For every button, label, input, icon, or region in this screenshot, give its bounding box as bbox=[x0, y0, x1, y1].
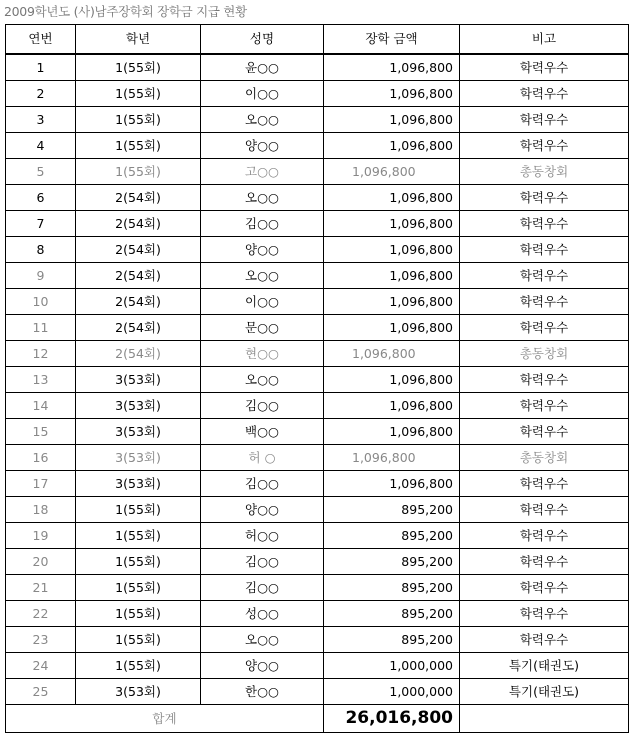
row-number: 20 bbox=[6, 549, 76, 575]
row-note: 학력우수 bbox=[460, 523, 629, 549]
row-amount: 1,096,800 bbox=[324, 263, 460, 289]
table-body bbox=[6, 54, 629, 705]
row-number: 22 bbox=[6, 601, 76, 627]
row-note: 학력우수 bbox=[460, 237, 629, 263]
row-name: 양○○ bbox=[201, 497, 324, 523]
row-number: 7 bbox=[6, 211, 76, 237]
row-amount: 895,200 bbox=[324, 497, 460, 523]
row-name: 김○○ bbox=[201, 549, 324, 575]
row-grade: 3(53회) bbox=[76, 393, 201, 419]
row-number: 12 bbox=[6, 341, 76, 367]
header-grade: 학년 bbox=[76, 25, 201, 55]
row-note: 특기(태권도) bbox=[460, 653, 629, 679]
row-number: 18 bbox=[6, 497, 76, 523]
table-row bbox=[6, 263, 629, 289]
table-row bbox=[6, 601, 629, 627]
row-note: 특기(태권도) bbox=[460, 679, 629, 705]
row-name: 허 ○ bbox=[201, 445, 324, 471]
row-note: 학력우수 bbox=[460, 289, 629, 315]
row-name: 고○○ bbox=[201, 159, 324, 185]
table-row bbox=[6, 289, 629, 315]
row-grade: 1(55회) bbox=[76, 133, 201, 159]
row-number: 21 bbox=[6, 575, 76, 601]
table-row bbox=[6, 107, 629, 133]
row-amount: 1,096,800 bbox=[324, 211, 460, 237]
table-row bbox=[6, 653, 629, 679]
row-note: 학력우수 bbox=[460, 211, 629, 237]
row-number: 25 bbox=[6, 679, 76, 705]
table-row bbox=[6, 679, 629, 705]
row-name: 한○○ bbox=[201, 679, 324, 705]
row-note: 학력우수 bbox=[460, 627, 629, 653]
row-note: 학력우수 bbox=[460, 107, 629, 133]
row-grade: 1(55회) bbox=[76, 549, 201, 575]
row-amount: 895,200 bbox=[324, 601, 460, 627]
row-name: 양○○ bbox=[201, 133, 324, 159]
row-name: 윤○○ bbox=[201, 54, 324, 81]
row-grade: 3(53회) bbox=[76, 679, 201, 705]
row-number: 10 bbox=[6, 289, 76, 315]
total-amount: 26,016,800 bbox=[324, 705, 460, 733]
table-row bbox=[6, 159, 629, 185]
table-row bbox=[6, 81, 629, 107]
table-row bbox=[6, 575, 629, 601]
table-row bbox=[6, 471, 629, 497]
row-grade: 3(53회) bbox=[76, 471, 201, 497]
row-note: 학력우수 bbox=[460, 575, 629, 601]
header-amount: 장학 금액 bbox=[324, 25, 460, 55]
total-note bbox=[460, 705, 629, 733]
row-amount: 1,096,800 bbox=[324, 341, 460, 367]
row-name: 양○○ bbox=[201, 653, 324, 679]
row-name: 오○○ bbox=[201, 627, 324, 653]
header-number: 연번 bbox=[6, 25, 76, 55]
row-number: 16 bbox=[6, 445, 76, 471]
row-amount: 1,096,800 bbox=[324, 159, 460, 185]
row-grade: 3(53회) bbox=[76, 367, 201, 393]
row-amount: 1,096,800 bbox=[324, 107, 460, 133]
row-name: 김○○ bbox=[201, 393, 324, 419]
row-note: 학력우수 bbox=[460, 185, 629, 211]
row-number: 3 bbox=[6, 107, 76, 133]
row-grade: 2(54회) bbox=[76, 289, 201, 315]
row-amount: 1,096,800 bbox=[324, 237, 460, 263]
row-note: 학력우수 bbox=[460, 393, 629, 419]
row-grade: 3(53회) bbox=[76, 445, 201, 471]
row-grade: 1(55회) bbox=[76, 523, 201, 549]
row-number: 17 bbox=[6, 471, 76, 497]
row-note: 학력우수 bbox=[460, 367, 629, 393]
row-name: 허○○ bbox=[201, 523, 324, 549]
row-note: 학력우수 bbox=[460, 81, 629, 107]
row-name: 김○○ bbox=[201, 471, 324, 497]
row-grade: 2(54회) bbox=[76, 237, 201, 263]
row-name: 양○○ bbox=[201, 237, 324, 263]
row-grade: 1(55회) bbox=[76, 107, 201, 133]
row-grade: 2(54회) bbox=[76, 341, 201, 367]
scholarship-table bbox=[5, 24, 629, 733]
row-grade: 2(54회) bbox=[76, 211, 201, 237]
row-name: 오○○ bbox=[201, 367, 324, 393]
row-grade: 1(55회) bbox=[76, 575, 201, 601]
row-name: 오○○ bbox=[201, 185, 324, 211]
row-note: 학력우수 bbox=[460, 549, 629, 575]
row-amount: 1,096,800 bbox=[324, 185, 460, 211]
row-amount: 895,200 bbox=[324, 549, 460, 575]
table-row bbox=[6, 367, 629, 393]
row-amount: 1,096,800 bbox=[324, 419, 460, 445]
row-amount: 1,096,800 bbox=[324, 289, 460, 315]
row-amount: 1,096,800 bbox=[324, 133, 460, 159]
row-amount: 1,096,800 bbox=[324, 471, 460, 497]
table-row bbox=[6, 341, 629, 367]
row-name: 이○○ bbox=[201, 289, 324, 315]
table-row bbox=[6, 393, 629, 419]
row-number: 8 bbox=[6, 237, 76, 263]
table-row bbox=[6, 627, 629, 653]
row-grade: 1(55회) bbox=[76, 81, 201, 107]
row-grade: 1(55회) bbox=[76, 497, 201, 523]
row-number: 14 bbox=[6, 393, 76, 419]
row-name: 이○○ bbox=[201, 81, 324, 107]
row-number: 4 bbox=[6, 133, 76, 159]
row-note: 학력우수 bbox=[460, 315, 629, 341]
row-amount: 1,096,800 bbox=[324, 367, 460, 393]
table-row bbox=[6, 315, 629, 341]
row-amount: 1,096,800 bbox=[324, 315, 460, 341]
table-row bbox=[6, 419, 629, 445]
row-grade: 3(53회) bbox=[76, 419, 201, 445]
row-note: 학력우수 bbox=[460, 497, 629, 523]
row-grade: 2(54회) bbox=[76, 263, 201, 289]
row-number: 6 bbox=[6, 185, 76, 211]
total-label: 합계 bbox=[6, 705, 324, 733]
table-row bbox=[6, 185, 629, 211]
row-amount: 1,000,000 bbox=[324, 653, 460, 679]
table-row bbox=[6, 523, 629, 549]
row-name: 현○○ bbox=[201, 341, 324, 367]
table-row bbox=[6, 497, 629, 523]
total-row bbox=[6, 705, 629, 733]
row-amount: 895,200 bbox=[324, 523, 460, 549]
row-note: 총동창회 bbox=[460, 341, 629, 367]
row-number: 15 bbox=[6, 419, 76, 445]
row-number: 2 bbox=[6, 81, 76, 107]
row-grade: 1(55회) bbox=[76, 601, 201, 627]
header-row bbox=[6, 25, 629, 55]
header-name: 성명 bbox=[201, 25, 324, 55]
row-grade: 1(55회) bbox=[76, 653, 201, 679]
row-name: 오○○ bbox=[201, 107, 324, 133]
row-amount: 1,096,800 bbox=[324, 445, 460, 471]
table-row bbox=[6, 211, 629, 237]
row-amount: 1,096,800 bbox=[324, 54, 460, 81]
row-name: 성○○ bbox=[201, 601, 324, 627]
row-amount: 1,000,000 bbox=[324, 679, 460, 705]
row-note: 학력우수 bbox=[460, 419, 629, 445]
row-number: 24 bbox=[6, 653, 76, 679]
row-name: 김○○ bbox=[201, 211, 324, 237]
row-name: 문○○ bbox=[201, 315, 324, 341]
row-grade: 2(54회) bbox=[76, 185, 201, 211]
row-note: 학력우수 bbox=[460, 471, 629, 497]
page-title: 2009학년도 (사)남주장학회 장학금 지급 현황 bbox=[4, 4, 247, 19]
row-amount: 1,096,800 bbox=[324, 393, 460, 419]
row-number: 1 bbox=[6, 54, 76, 81]
row-note: 학력우수 bbox=[460, 133, 629, 159]
row-number: 13 bbox=[6, 367, 76, 393]
row-number: 5 bbox=[6, 159, 76, 185]
row-number: 9 bbox=[6, 263, 76, 289]
row-amount: 1,096,800 bbox=[324, 81, 460, 107]
row-number: 19 bbox=[6, 523, 76, 549]
table-row bbox=[6, 54, 629, 81]
row-grade: 1(55회) bbox=[76, 627, 201, 653]
row-amount: 895,200 bbox=[324, 627, 460, 653]
row-note: 학력우수 bbox=[460, 601, 629, 627]
row-amount: 895,200 bbox=[324, 575, 460, 601]
row-name: 백○○ bbox=[201, 419, 324, 445]
row-number: 11 bbox=[6, 315, 76, 341]
row-grade: 1(55회) bbox=[76, 54, 201, 81]
row-name: 김○○ bbox=[201, 575, 324, 601]
row-note: 총동창회 bbox=[460, 159, 629, 185]
row-note: 총동창회 bbox=[460, 445, 629, 471]
table-row bbox=[6, 549, 629, 575]
table-row bbox=[6, 445, 629, 471]
header-note: 비고 bbox=[460, 25, 629, 55]
row-number: 23 bbox=[6, 627, 76, 653]
row-grade: 2(54회) bbox=[76, 315, 201, 341]
row-note: 학력우수 bbox=[460, 54, 629, 81]
table-row bbox=[6, 237, 629, 263]
row-grade: 1(55회) bbox=[76, 159, 201, 185]
row-note: 학력우수 bbox=[460, 263, 629, 289]
table-row bbox=[6, 133, 629, 159]
row-name: 오○○ bbox=[201, 263, 324, 289]
